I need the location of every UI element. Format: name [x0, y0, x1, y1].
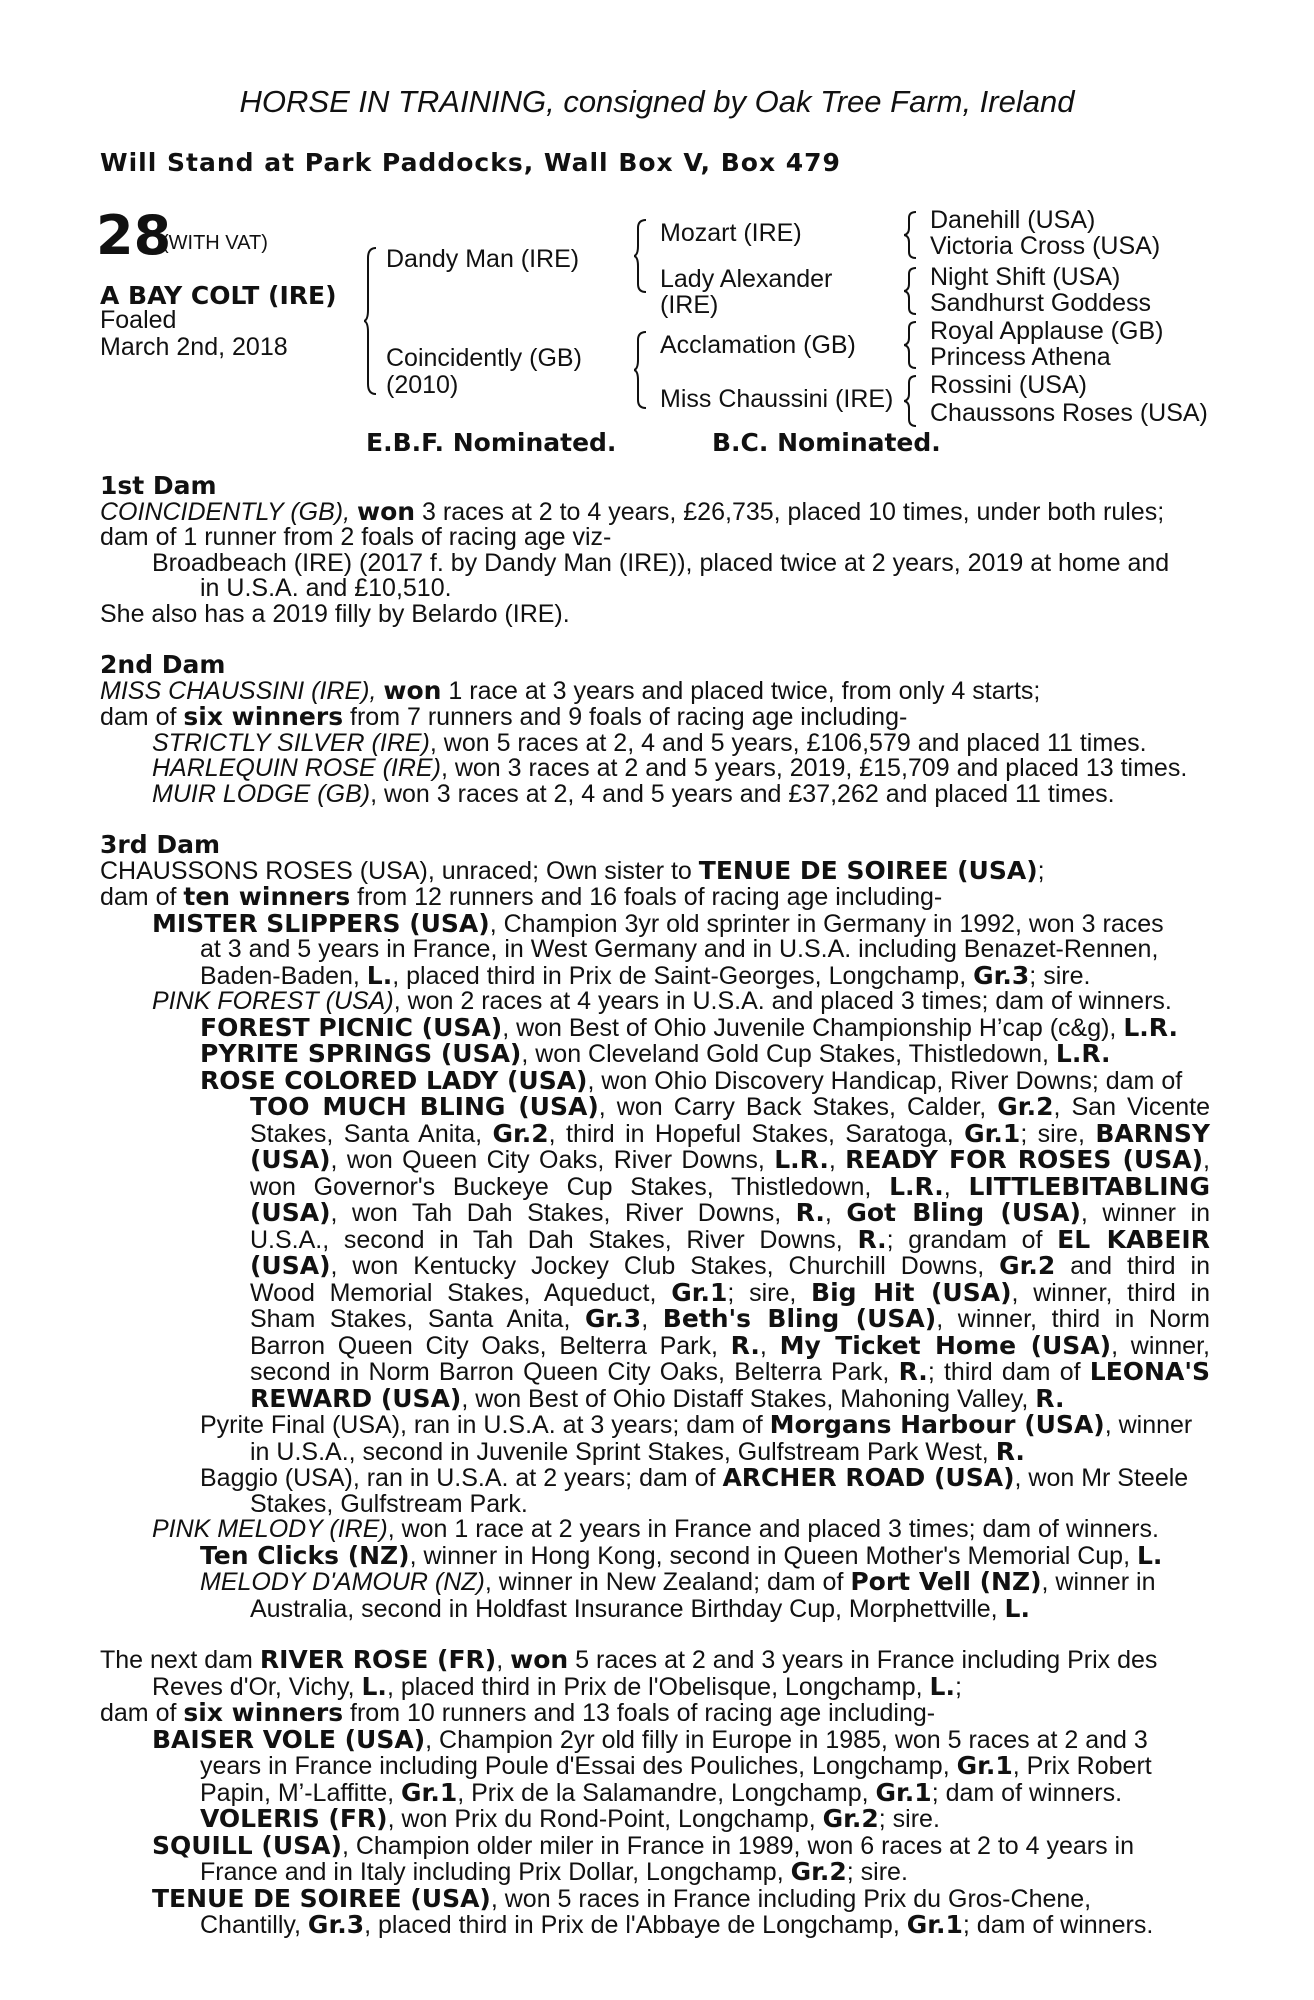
third-dam-line: in U.S.A., second in Juvenile Sprint Stakes, Gulfstream Park West, R.: [250, 1436, 1025, 1466]
third-dam-line: ROSE COLORED LADY (USA), won Ohio Discovery Handicap, River Downs; dam of: [200, 1065, 1183, 1095]
third-dam-heading: 3rd Dam: [100, 830, 220, 859]
third-dam-line: at 3 and 5 years in France, in West Germany and in U.S.A. including Benazet-Rennen,: [200, 935, 1159, 963]
next-dam-line: TENUE DE SOIREE (USA), won 5 races in France including Prix du Gros-Chene,: [152, 1883, 1092, 1913]
second-dam-line: MUIR LODGE (GB), won 3 races at 2, 4 and 5 years and £37,262 and placed 11 times.: [152, 779, 1115, 808]
sire-sire: Mozart (IRE): [660, 219, 802, 247]
third-dam-line: (USA), won Tah Dah Stakes, River Downs, R., Got Bling (USA), winner in: [250, 1198, 1210, 1227]
bc-nominated: B.C. Nominated.: [712, 428, 941, 457]
third-dam-line: Ten Clicks (NZ), winner in Hong Kong, second in Queen Mother's Memorial Cup, L.: [200, 1540, 1163, 1570]
third-dam-line: Baden-Baden, L., placed third in Prix de Saint-Georges, Longchamp, Gr.3; sire.: [200, 960, 1091, 990]
pedigree-brace-g12: [904, 210, 918, 260]
third-dam-line: Barron Queen City Oaks, Belterra Park, R., My Ticket Home (USA), winner,: [250, 1330, 1210, 1360]
third-dam-line: REWARD (USA), won Best of Ohio Distaff Stakes, Mahoning Valley, R.: [250, 1383, 1065, 1413]
g5: Royal Applause (GB): [930, 317, 1164, 345]
dam-dam: Miss Chaussini (IRE): [660, 385, 894, 413]
foaled-date: March 2nd, 2018: [100, 333, 288, 361]
third-dam-line: MISTER SLIPPERS (USA), Champion 3yr old sprinter in Germany in 1992, won 3 races: [152, 908, 1164, 938]
g7: Rossini (USA): [930, 371, 1087, 399]
third-dam-line: Baggio (USA), ran in U.S.A. at 2 years; dam of ARCHER ROAD (USA), won Mr Steele: [200, 1463, 1189, 1492]
next-dam-line: SQUILL (USA), Champion older miler in France in 1989, won 6 races at 2 to 4 years in: [152, 1830, 1135, 1860]
stand-location: Will Stand at Park Paddocks, Wall Box V, Box 479: [100, 148, 841, 177]
third-dam-line: second in Norm Barron Queen City Oaks, Belterra Park, R.; third dam of LEONA'S: [250, 1357, 1210, 1386]
third-dam-line: Stakes, Santa Anita, Gr.2, third in Hopeful Stakes, Saratoga, Gr.1; sire, BARNSY: [250, 1118, 1210, 1148]
next-dam-line: Chantilly, Gr.3, placed third in Prix de l'Abbaye de Longchamp, Gr.1; dam of winners.: [200, 1910, 1154, 1939]
ebf-nominated: E.B.F. Nominated.: [366, 428, 617, 457]
foaled-label: Foaled: [100, 306, 177, 334]
g3: Night Shift (USA): [930, 263, 1121, 291]
second-dam-line: MISS CHAUSSINI (IRE), won 1 race at 3 years and placed twice, from only 4 starts;: [100, 675, 1041, 705]
next-dam-line: years in France including Poule d'Essai des Pouliches, Longchamp, Gr.1, Prix Robert: [200, 1751, 1152, 1780]
lot-number: 28: [96, 204, 172, 267]
first-dam-heading: 1st Dam: [100, 471, 217, 500]
first-dam-line: She also has a 2019 filly by Belardo (IRE).: [100, 599, 570, 628]
second-dam-line: STRICTLY SILVER (IRE), won 5 races at 2, 4 and 5 years, £106,579 and placed 11 times.: [152, 728, 1147, 757]
third-dam-line: Sham Stakes, Santa Anita, Gr.3, Beth's Bling (USA), winner, third in Norm: [250, 1304, 1211, 1333]
third-dam-line: CHAUSSONS ROSES (USA), unraced; Own sister to TENUE DE SOIREE (USA);: [100, 855, 1045, 885]
third-dam-line: PINK MELODY (IRE), won 1 race at 2 years in France and placed 3 times; dam of winners.: [152, 1515, 1159, 1543]
first-dam-line: COINCIDENTLY (GB), won 3 races at 2 to 4 years, £26,735, placed 10 times, under both rules;: [100, 496, 1165, 526]
third-dam-line: FOREST PICNIC (USA), won Best of Ohio Juvenile Championship H’cap (c&g), L.R.: [200, 1012, 1178, 1042]
page-header: HORSE IN TRAINING, consigned by Oak Tree Farm, Ireland: [239, 84, 1075, 119]
third-dam-line: Wood Memorial Stakes, Aqueduct, Gr.1; sire, Big Hit (USA), winner, third in: [250, 1277, 1210, 1307]
next-dam-line: Reves d'Or, Vichy, L., placed third in Prix de l'Obelisque, Longchamp, L.;: [152, 1671, 962, 1701]
sire-dam-1: Lady Alexander: [660, 265, 833, 293]
pedigree-brace-g34: [904, 266, 918, 316]
pedigree-brace-g78: [904, 374, 918, 428]
third-dam-line: (USA), won Kentucky Jockey Club Stakes, Churchill Downs, Gr.2 and third in: [250, 1251, 1211, 1280]
g6: Princess Athena: [930, 343, 1111, 371]
next-dam-line: dam of six winners from 10 runners and 13 foals of racing age including-: [100, 1698, 936, 1727]
g4: Sandhurst Goddess: [930, 289, 1151, 317]
first-dam-line: dam of 1 runner from 2 foals of racing age viz-: [100, 523, 612, 551]
third-dam-line: (USA), won Queen City Oaks, River Downs, L.R., READY FOR ROSES (USA),: [250, 1145, 1210, 1174]
g8: Chaussons Roses (USA): [930, 399, 1208, 427]
sire-dam-2: (IRE): [660, 291, 719, 319]
second-dam-heading: 2nd Dam: [100, 650, 226, 679]
third-dam-line: dam of ten winners from 12 runners and 16 foals of racing age including-: [100, 882, 943, 911]
third-dam-line: PINK FOREST (USA), won 2 races at 4 years in U.S.A. and placed 3 times; dam of winners.: [152, 987, 1172, 1015]
g1: Danehill (USA): [930, 206, 1096, 234]
first-dam-line: in U.S.A. and £10,510.: [200, 574, 452, 602]
pedigree-brace-dam: [634, 330, 648, 410]
catalogue-body: [100, 473, 1210, 1939]
dam-name: Coincidently (GB): [386, 344, 582, 372]
third-dam-line: PYRITE SPRINGS (USA), won Cleveland Gold Cup Stakes, Thistledown, L.R.: [200, 1039, 1111, 1068]
pedigree-brace-main: [364, 246, 378, 396]
next-dam-line: BAISER VOLE (USA), Champion 2yr old filly in Europe in 1985, won 5 races at 2 and 3: [152, 1724, 1148, 1754]
dam-sire: Acclamation (GB): [660, 331, 856, 359]
third-dam-line: U.S.A., second in Tah Dah Stakes, River Downs, R.; grandam of EL KABEIR: [250, 1224, 1210, 1254]
next-dam-line: Papin, M’-Laffitte, Gr.1, Prix de la Salamandre, Longchamp, Gr.1; dam of winners.: [200, 1777, 1123, 1807]
next-dam-line: VOLERIS (FR), won Prix du Rond-Point, Longchamp, Gr.2; sire.: [200, 1804, 940, 1833]
first-dam-line: Broadbeach (IRE) (2017 f. by Dandy Man (IRE)), placed twice at 2 years, 2019 at home and: [152, 548, 1170, 577]
sire: Dandy Man (IRE): [386, 245, 580, 273]
third-dam-line: Pyrite Final (USA), ran in U.S.A. at 3 years; dam of Morgans Harbour (USA), winner: [200, 1410, 1193, 1439]
dam-year: (2010): [386, 371, 459, 399]
next-dam-line: France and in Italy including Prix Dollar, Longchamp, Gr.2; sire.: [200, 1857, 908, 1886]
lot-description: A BAY COLT (IRE): [100, 281, 337, 310]
lot-vat: (WITH VAT): [162, 232, 268, 254]
third-dam-line: Stakes, Gulfstream Park.: [250, 1489, 528, 1518]
pedigree-brace-sire: [634, 218, 648, 294]
g2: Victoria Cross (USA): [930, 232, 1161, 260]
second-dam-line: dam of six winners from 7 runners and 9 foals of racing age including-: [100, 702, 908, 731]
next-dam-line: The next dam RIVER ROSE (FR), won 5 races at 2 and 3 years in France including Prix des: [100, 1645, 1158, 1674]
pedigree-brace-g56: [904, 320, 918, 370]
third-dam-line: won Governor's Buckeye Cup Stakes, Thistledown, L.R., LITTLEBITABLING: [250, 1171, 1210, 1201]
third-dam-line: MELODY D'AMOUR (NZ), winner in New Zealand; dam of Port Vell (NZ), winner in: [200, 1567, 1156, 1596]
second-dam-line: HARLEQUIN ROSE (IRE), won 3 races at 2 and 5 years, 2019, £15,709 and placed 13 times.: [152, 754, 1188, 782]
third-dam-line: TOO MUCH BLING (USA), won Carry Back Stakes, Calder, Gr.2, San Vicente: [250, 1092, 1210, 1121]
third-dam-line: Australia, second in Holdfast Insurance Birthday Cup, Morphettville, L.: [250, 1593, 1030, 1623]
